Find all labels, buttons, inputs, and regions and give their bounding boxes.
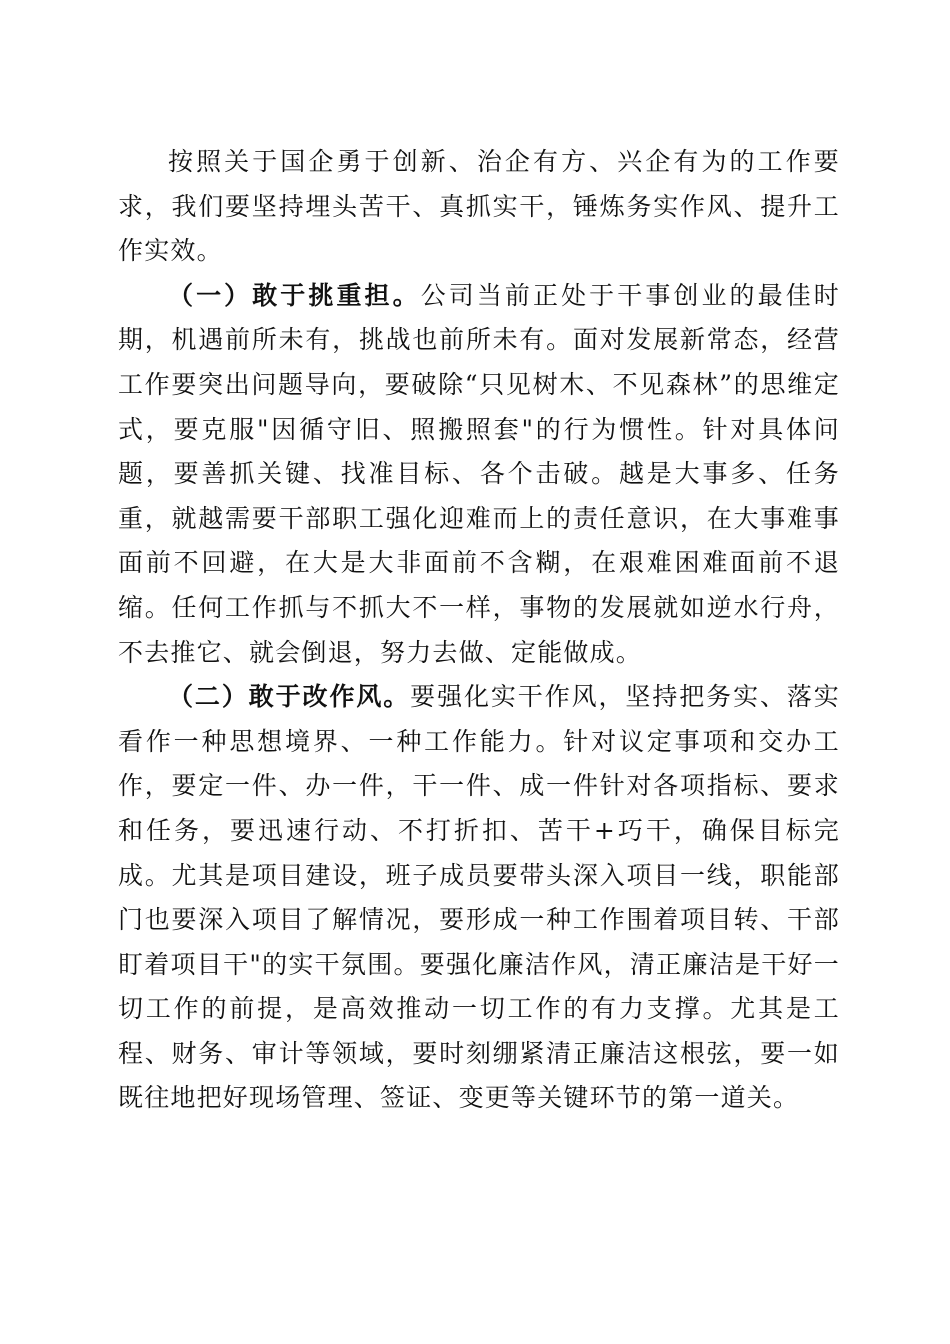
- section-one-text: 公司当前正处于干事创业的最佳时期，机遇前所未有，挑战也前所未有。面对发展新常态，经营工作要突出问题导向，要破除“只见树木、不见森林”的思维定式，要克服"因循守旧、照搬照套"的行为惯性。针对具体问题，要善抓关键、找准目标、各个击破。越是大事多、任务重，就越需要干部职工强化迎难而上的责任意识，在大事难事面前不回避，在大是大非面前不含糊，在艰难困难面前不退缩。任何工作抓与不抓大不一样，事物的发展就如逆水行舟，不去推它、就会倒退，努力去做、定能做成。: [118, 280, 840, 667]
- intro-paragraph: [118, 140, 840, 274]
- section-one-paragraph: [118, 274, 840, 675]
- section-two-heading: （二）敢于改作风。: [168, 682, 411, 712]
- intro-text: 按照关于国企勇于创新、治企有方、兴企有为的工作要求，我们要坚持埋头苦干、真抓实干，锤炼务实作风、提升工作实效。: [118, 147, 840, 266]
- section-two-text: 要强化实干作风，坚持把务实、落实看作一种思想境界、一种工作能力。针对议定事项和交办工作，要定一件、办一件，干一件、成一件针对各项指标、要求和任务，要迅速行动、不打折扣、苦干+巧干，确保目标完成。尤其是项目建设，班子成员要带头深入项目一线，职能部门也要深入项目了解情况，要形成一种工作围着项目转、干部盯着项目干"的实干氛围。要强化廉洁作风，清正廉洁是干好一切工作的前提，是高效推动一切工作的有力支撑。尤其是工程、财务、审计等领域，要时刻绷紧清正廉洁这根弦，要一如既往地把好现场管理、签证、变更等关键环节的第一道关。: [118, 682, 840, 1113]
- section-two-paragraph: [118, 675, 840, 1121]
- document-body: [118, 140, 840, 1121]
- section-one-heading: （一）敢于挑重担。: [168, 280, 421, 310]
